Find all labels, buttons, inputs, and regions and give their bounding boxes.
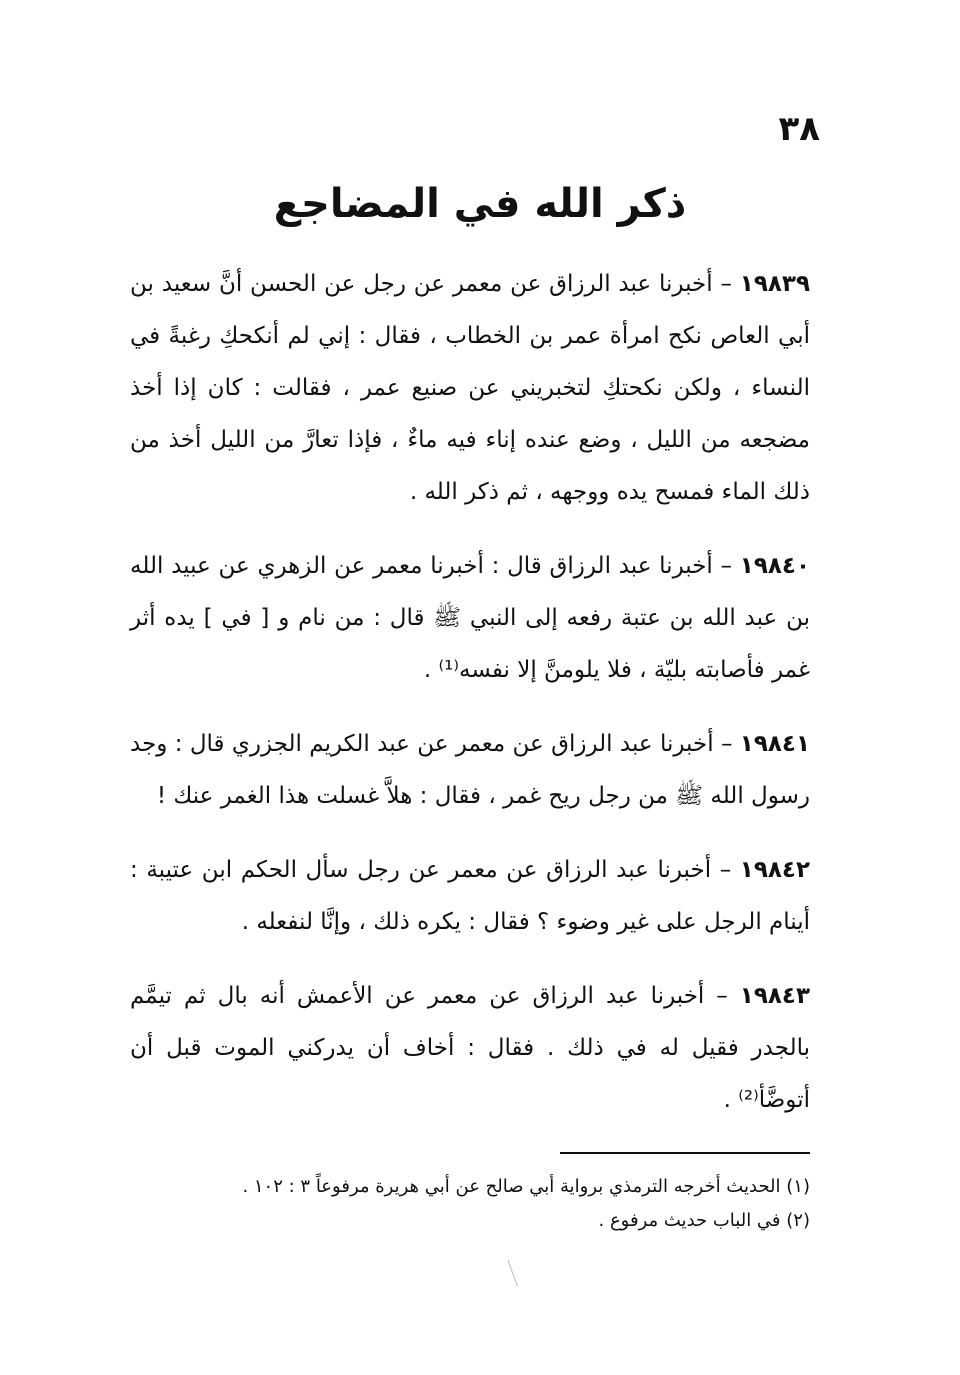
hadith-number: ١٩٨٤٣ bbox=[739, 983, 810, 1009]
hadith-text: – أخبرنا عبد الرزاق عن معمر عن عبد الكريم الجزري قال : وجد رسول الله ﷺ من رجل ريح غمر ، فقال : هلاَّ غسلت هذا الغمر عنك ! bbox=[130, 731, 810, 809]
footnote: (٢) في الباب حديث مرفوع . bbox=[598, 1210, 810, 1231]
footnote-divider bbox=[560, 1152, 810, 1154]
footnotes bbox=[130, 1170, 810, 1238]
hadith-number: ١٩٨٤١ bbox=[739, 731, 810, 757]
hadith-number: ١٩٨٤٢ bbox=[739, 857, 810, 883]
hadith-list bbox=[130, 258, 810, 1148]
hadith-text: – أخبرنا عبد الرزاق عن معمر عن الأعمش أنه بال ثم تيمَّم بالجدر فقيل له في ذلك . فقال : أخاف أن يدركني الموت قبل أن أتوضَّأ⁽²⁾ . bbox=[130, 983, 810, 1113]
hadith-number: ١٩٨٣٩ bbox=[739, 271, 810, 297]
hadith-entry bbox=[130, 540, 810, 696]
hadith-entry bbox=[130, 844, 810, 948]
hadith-entry bbox=[130, 970, 810, 1126]
page-number: ٣٨ bbox=[778, 109, 820, 149]
hadith-text: – أخبرنا عبد الرزاق قال : أخبرنا معمر عن الزهري عن عبيد الله بن عبد الله بن عتبة رفعه إلى النبي ﷺ قال : من نام و [ في ] يده أثر غمر فأصابته بليّة ، فلا يلومنَّ إلا نفسه⁽¹⁾ . bbox=[130, 553, 810, 683]
footnote: (١) الحديث أخرجه الترمذي برواية أبي صالح عن أبي هريرة مرفوعاً ٣ : ١٠٢ . bbox=[242, 1176, 810, 1197]
hadith-text: – أخبرنا عبد الرزاق عن معمر عن رجل سأل الحكم ابن عتيبة : أينام الرجل على غير وضوء ؟ فقال : يكره ذلك ، وإنَّا لنفعله . bbox=[130, 857, 810, 935]
chapter-title: ذكر الله في المضاجع bbox=[273, 181, 687, 227]
pencil-mark bbox=[507, 1257, 525, 1286]
hadith-entry bbox=[130, 258, 810, 518]
hadith-text: – أخبرنا عبد الرزاق عن معمر عن رجل عن الحسن أنَّ سعيد بن أبي العاص نكح امرأة عمر بن الخطاب ، فقال : إني لم أنكحكِ رغبةً في النساء ، ولكن نكحتكِ لتخبريني عن صنيع عمر ، فقالت : كان إذا أخذ مضجعه من الليل ، وضع عنده إناء فيه ماءٌ ، فإذا تعارَّ من الليل أخذ من ذلك الماء فمسح يده ووجهه ، ثم ذكر الله . bbox=[130, 271, 810, 505]
hadith-number: ١٩٨٤٠ bbox=[739, 553, 810, 579]
hadith-entry bbox=[130, 718, 810, 822]
